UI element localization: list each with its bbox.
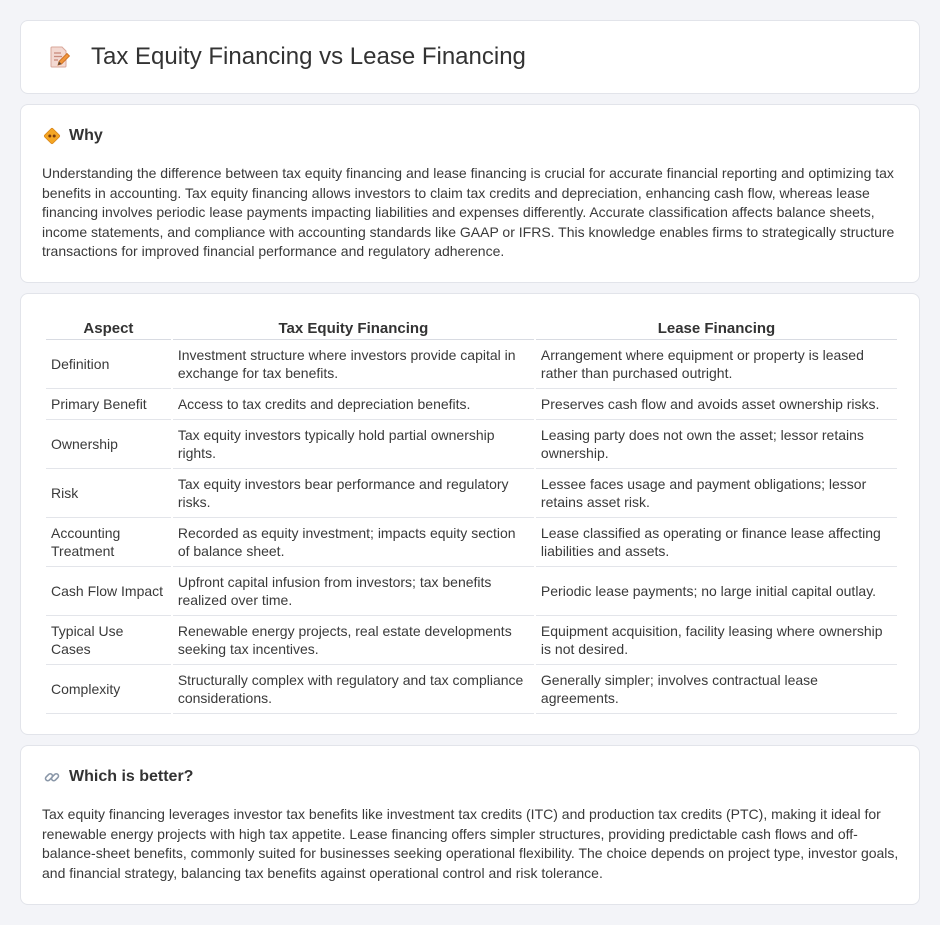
- row-tax-equity: Tax equity investors typically hold partial ownership rights.: [173, 420, 534, 469]
- row-aspect: Primary Benefit: [46, 389, 171, 420]
- row-lease: Lessee faces usage and payment obligations; lessor retains asset risk.: [536, 469, 897, 518]
- comparison-table: [44, 316, 899, 714]
- row-lease: Preserves cash flow and avoids asset ownership risks.: [536, 389, 897, 420]
- table-row: [46, 469, 897, 518]
- table-row: [46, 567, 897, 616]
- header-tax-equity: Tax Equity Financing: [173, 316, 534, 340]
- why-header: [43, 127, 103, 145]
- row-tax-equity: Renewable energy projects, real estate developments seeking tax incentives.: [173, 616, 534, 665]
- table-row: [46, 420, 897, 469]
- document-edit-icon: [47, 45, 71, 69]
- title-card: [20, 20, 920, 94]
- row-aspect: Typical Use Cases: [46, 616, 171, 665]
- row-tax-equity: Investment structure where investors provide capital in exchange for tax benefits.: [173, 340, 534, 389]
- row-lease: Lease classified as operating or finance lease affecting liabilities and assets.: [536, 518, 897, 567]
- row-aspect: Risk: [46, 469, 171, 518]
- row-tax-equity: Recorded as equity investment; impacts equity section of balance sheet.: [173, 518, 534, 567]
- table-row: [46, 518, 897, 567]
- header-lease: Lease Financing: [536, 316, 897, 340]
- why-section: [20, 104, 920, 283]
- link-icon: [43, 768, 61, 786]
- diamond-warning-icon: [43, 127, 61, 145]
- why-heading: Why: [69, 127, 103, 144]
- table-row: [46, 665, 897, 714]
- row-aspect: Accounting Treatment: [46, 518, 171, 567]
- row-lease: Generally simpler; involves contractual lease agreements.: [536, 665, 897, 714]
- header-aspect: Aspect: [46, 316, 171, 340]
- table-row: [46, 616, 897, 665]
- table-row: [46, 389, 897, 420]
- row-tax-equity: Access to tax credits and depreciation benefits.: [173, 389, 534, 420]
- row-aspect: Complexity: [46, 665, 171, 714]
- row-tax-equity: Structurally complex with regulatory and tax compliance considerations.: [173, 665, 534, 714]
- which-better-heading: Which is better?: [69, 768, 194, 785]
- row-lease: Arrangement where equipment or property is leased rather than purchased outright.: [536, 340, 897, 389]
- comparison-section: [20, 293, 920, 735]
- row-lease: Leasing party does not own the asset; lessor retains ownership.: [536, 420, 897, 469]
- why-text: Understanding the difference between tax equity financing and lease financing is crucial for accurate financial reporting and optimizing tax benefits in accounting. Tax equity financing allows investors to claim tax credits and depreciation, enhancing cash flow, whereas lease financing involves periodic lease payments impacting liabilities and expenses differently. Accurate classification affects balance sheets, income statements, and compliance with accounting standards like GAAP or IFRS. This knowledge enables firms to strategically structure transactions for improved financial performance and regulatory adherence.: [42, 165, 895, 260]
- row-tax-equity: Upfront capital infusion from investors; tax benefits realized over time.: [173, 567, 534, 616]
- which-better-text: Tax equity financing leverages investor tax benefits like investment tax credits (ITC) and production tax credits (PTC), making it ideal for renewable energy projects with high tax appetite. Lease financing offers simpler structures, providing predictable cash flows and off-balance-sheet benefits, commonly suited for businesses seeking operational flexibility. The choice depends on project type, investor goals, and financial strategy, balancing tax benefits against operational control and risk tolerance.: [42, 806, 899, 881]
- row-aspect: Definition: [46, 340, 171, 389]
- table-header-row: [46, 316, 897, 340]
- which-better-header: [43, 768, 193, 786]
- row-tax-equity: Tax equity investors bear performance and regulatory risks.: [173, 469, 534, 518]
- row-lease: Periodic lease payments; no large initial capital outlay.: [536, 567, 897, 616]
- page-title: Tax Equity Financing vs Lease Financing: [91, 43, 526, 70]
- which-better-section: [20, 745, 920, 905]
- row-lease: Equipment acquisition, facility leasing where ownership is not desired.: [536, 616, 897, 665]
- row-aspect: Cash Flow Impact: [46, 567, 171, 616]
- table-row: [46, 340, 897, 389]
- row-aspect: Ownership: [46, 420, 171, 469]
